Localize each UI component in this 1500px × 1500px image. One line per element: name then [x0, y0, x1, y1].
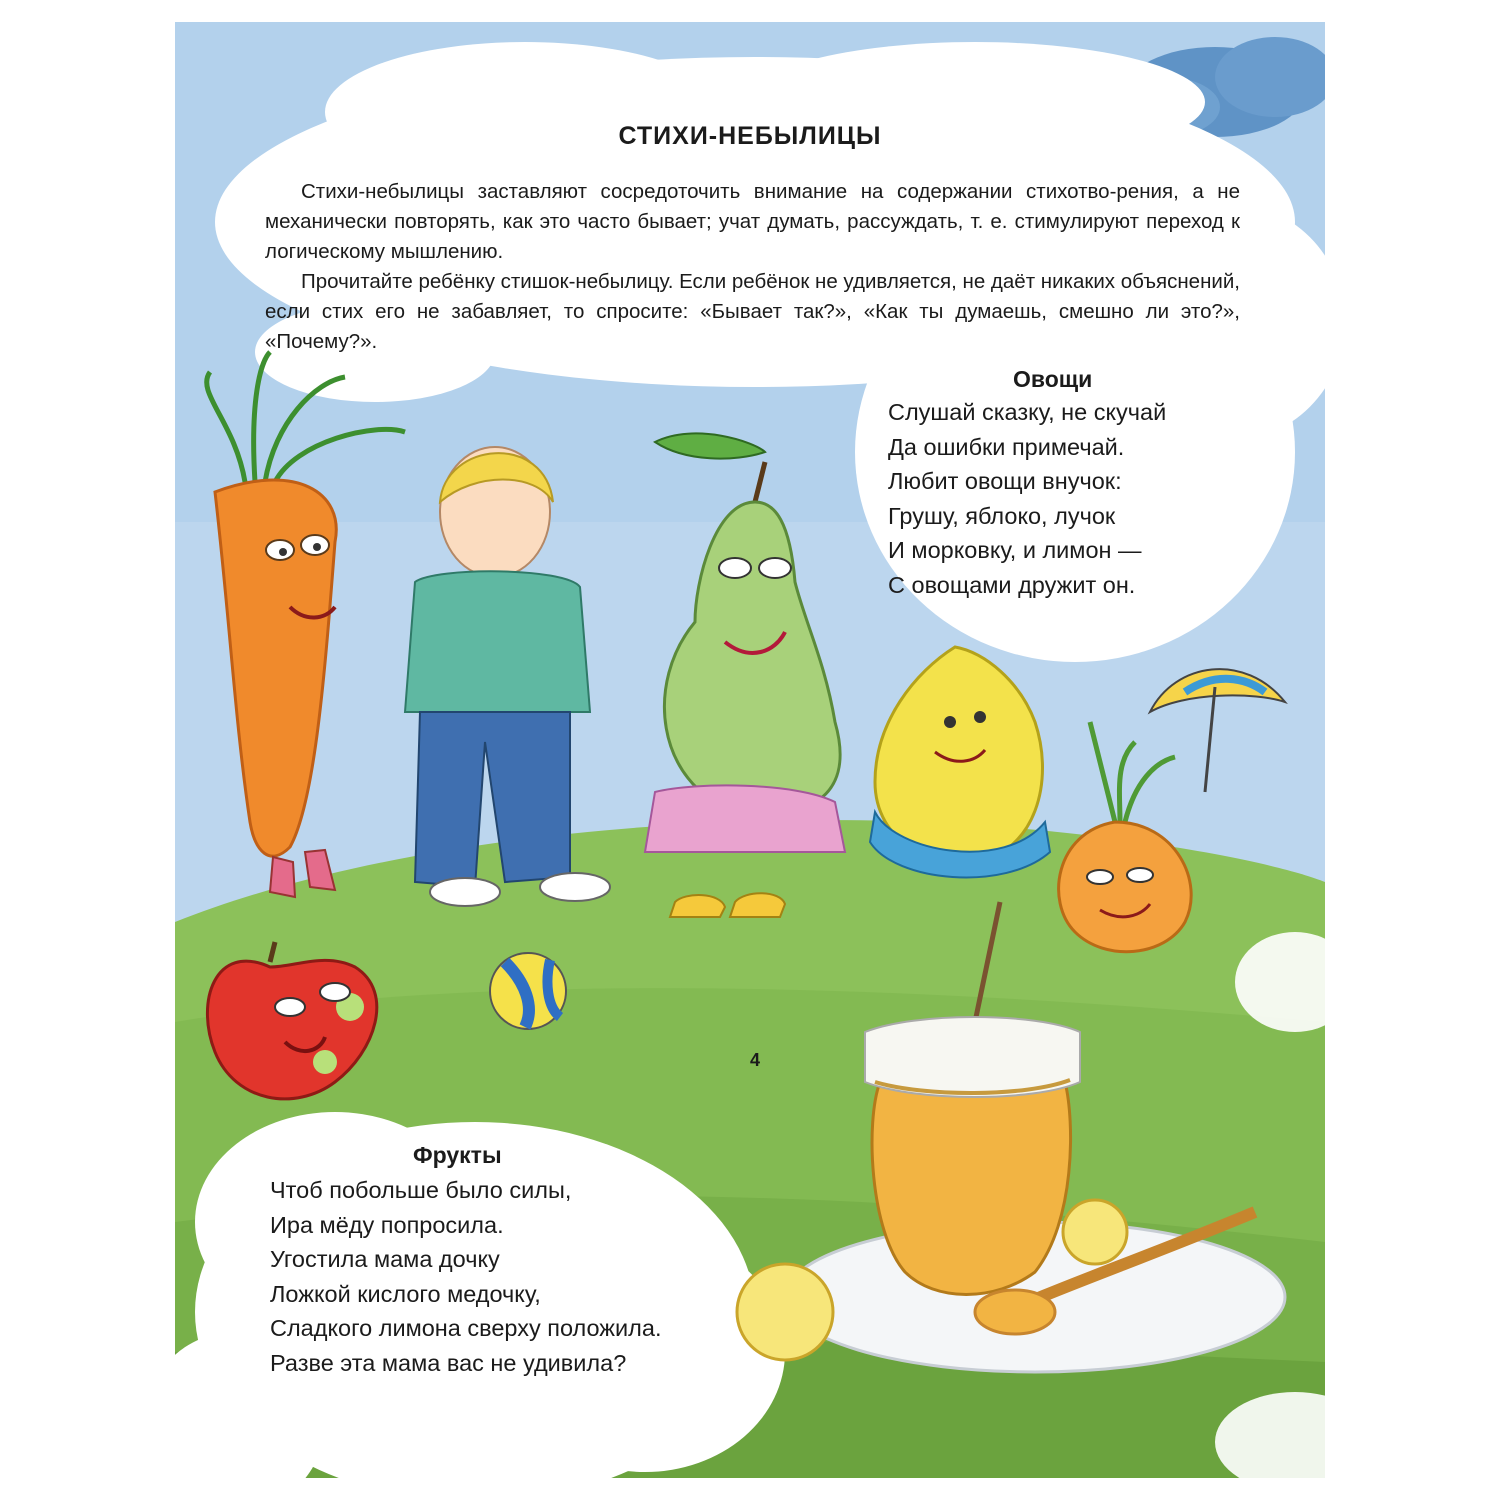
page-number: 4 [750, 1050, 761, 1070]
intro-text [265, 177, 1240, 357]
poem-line: Чтоб побольше было силы, [270, 1177, 572, 1203]
poem-line: Угостила мама дочку [270, 1246, 500, 1272]
poem-line: Разве эта мама вас не удивила? [270, 1349, 627, 1376]
book-page [175, 22, 1325, 1478]
poem-line: С овощами дружит он. [888, 571, 1136, 598]
poem-line: И морковку, и лимон — [888, 537, 1142, 563]
poem-line: Сладкого лимона сверху положила. [270, 1315, 662, 1341]
page-title: СТИХИ-НЕБЫЛИЦЫ [618, 122, 882, 150]
poem-line: Ира мёду попросила. [270, 1211, 504, 1238]
poem-fruits-title: Фрукты [413, 1142, 502, 1168]
intro-paragraph: Прочитайте ребёнку стишок-небылицу. Если ребёнок не удивляется, не даёт никаких объяснений, если стих его не забавляет, то спросите: «Бывает так?», «Как ты думаешь, смешно ли это?», «Почему?». [265, 270, 1241, 353]
poem-line: Да ошибки примечай. [888, 433, 1125, 460]
intro-paragraph: Стихи-небылицы заставляют сосредоточить внимание на содержании стихотво-рения, а не механически повторять, как это часто бывает; учат думать, рассуждать, т. е. стимулируют переход к логическому мышлению. [265, 180, 1240, 263]
poem-vegetables-title: Овощи [1013, 366, 1093, 392]
poem-fruits [270, 1173, 661, 1380]
poem-line: Грушу, яблоко, лучок [888, 502, 1116, 529]
poem-line: Любит овощи внучок: [888, 468, 1122, 494]
poem-vegetables [888, 395, 1166, 602]
ball [490, 953, 566, 1029]
poem-line: Слушай сказку, не скучай [888, 399, 1167, 425]
poem-line: Ложкой кислого медочку, [270, 1280, 541, 1307]
